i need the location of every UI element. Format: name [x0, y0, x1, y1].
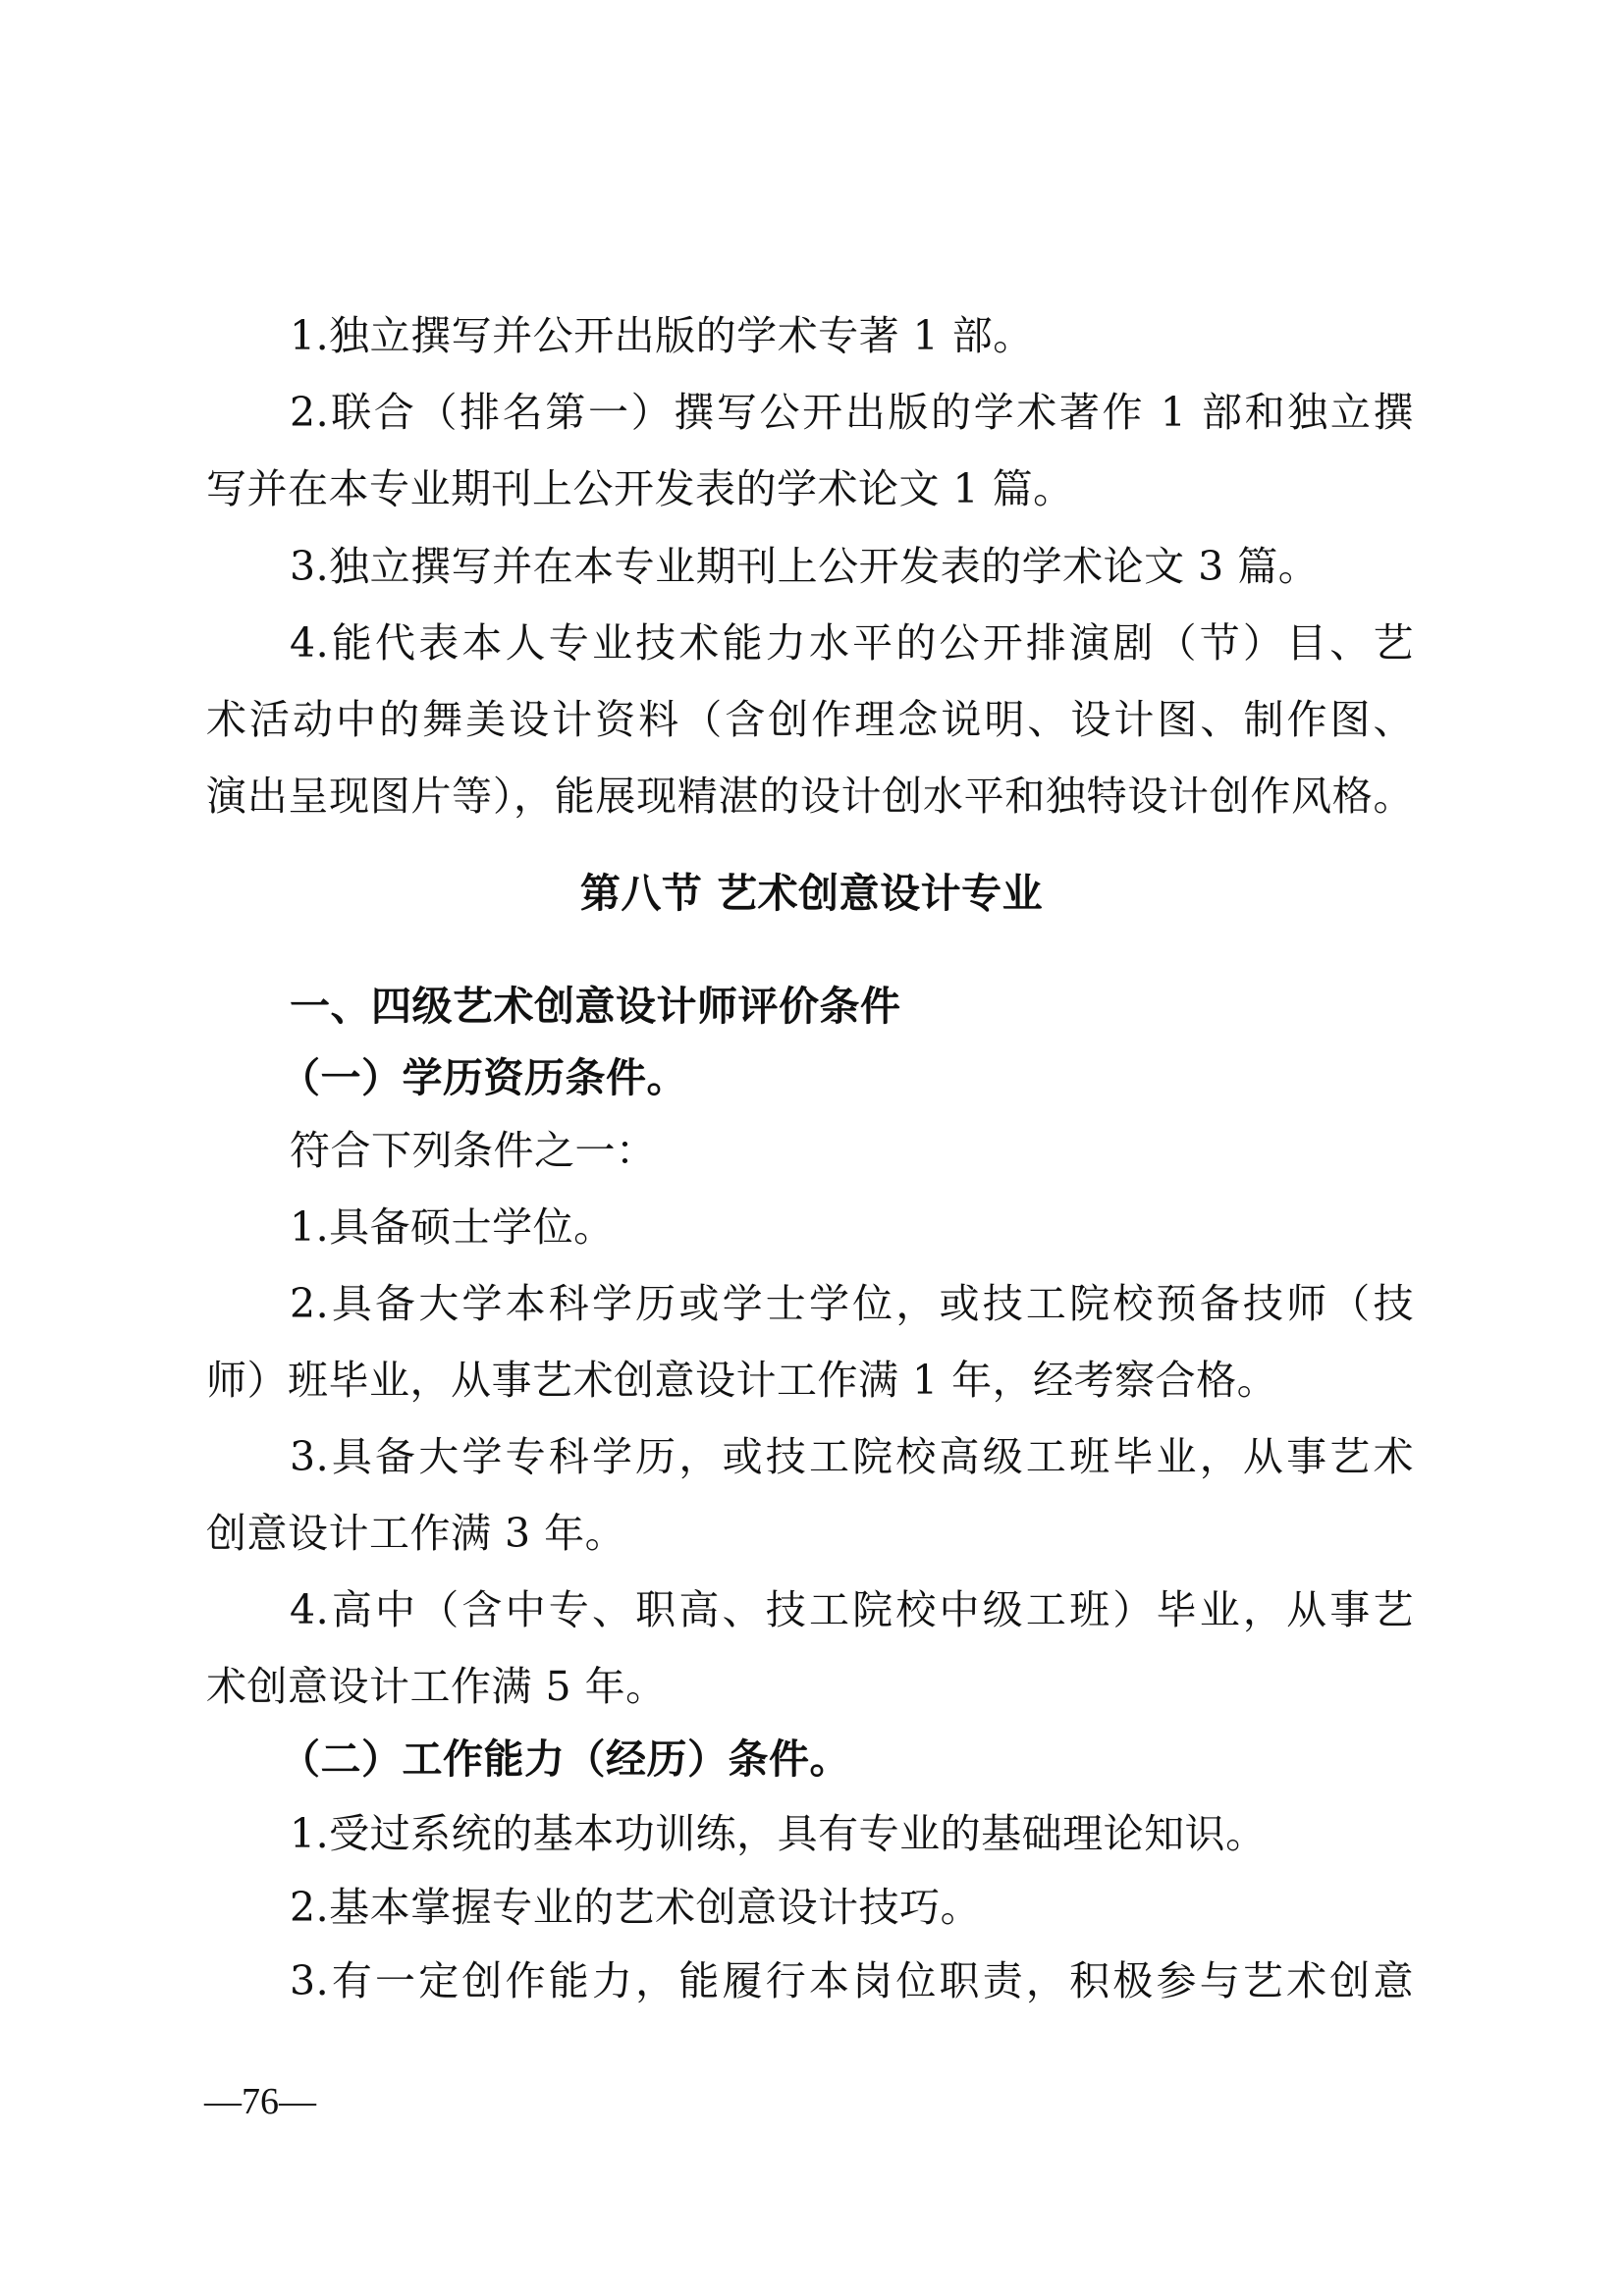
part-1-item-1: 1.具备硕士学位。 — [290, 1203, 615, 1251]
part-2-item-2: 2.基本掌握专业的艺术创意设计技巧。 — [290, 1884, 982, 1931]
section-title: 第八节 艺术创意设计专业 — [579, 870, 1044, 917]
part-1-item-3-line-2: 创意设计工作满 3 年。 — [206, 1510, 626, 1557]
part-1-item-3-line-1: 3.具备大学专科学历，或技工院校高级工班毕业，从事艺术 — [290, 1433, 1414, 1480]
part-1-intro: 符合下列条件之一： — [290, 1127, 657, 1174]
part-2-title: （二）工作能力（经历）条件。 — [280, 1735, 850, 1783]
paragraph-item-4-line-3: 演出呈现图片等），能展现精湛的设计创水平和独特设计创作风格。 — [206, 773, 1414, 820]
part-2-item-1: 1.受过系统的基本功训练，具有专业的基础理论知识。 — [290, 1810, 1267, 1857]
paragraph-item-3: 3.独立撰写并在本专业期刊上公开发表的学术论文 3 篇。 — [290, 543, 1320, 590]
part-1-item-2-line-2: 师）班毕业，从事艺术创意设计工作满 1 年，经考察合格。 — [206, 1357, 1278, 1404]
paragraph-item-2-line-2: 写并在本专业期刊上公开发表的学术论文 1 篇。 — [206, 465, 1074, 512]
part-2-item-3-line-1: 3.有一定创作能力，能履行本岗位职责，积极参与艺术创意 — [290, 1957, 1414, 2004]
paragraph-item-4-line-2: 术活动中的舞美设计资料（含创作理念说明、设计图、制作图、 — [206, 696, 1414, 743]
paragraph-item-4-line-1: 4.能代表本人专业技术能力水平的公开排演剧（节）目、艺 — [290, 619, 1414, 667]
part-1-item-4-line-1: 4.高中（含中专、职高、技工院校中级工班）毕业，从事艺 — [290, 1586, 1414, 1633]
part-1-title: （一）学历资历条件。 — [280, 1054, 687, 1101]
part-1-item-2-line-1: 2.具备大学本科学历或学士学位，或技工院校预备技师（技 — [290, 1280, 1414, 1327]
paragraph-item-2-line-1: 2.联合（排名第一）撰写公开出版的学术著作 1 部和独立撰 — [290, 389, 1414, 436]
part-1-item-4-line-2: 术创意设计工作满 5 年。 — [206, 1663, 667, 1710]
paragraph-item-1: 1.独立撰写并公开出版的学术专著 1 部。 — [290, 312, 1034, 359]
page-number: —76— — [204, 2081, 316, 2122]
subsection-title: 一、四级艺术创意设计师评价条件 — [290, 983, 901, 1030]
